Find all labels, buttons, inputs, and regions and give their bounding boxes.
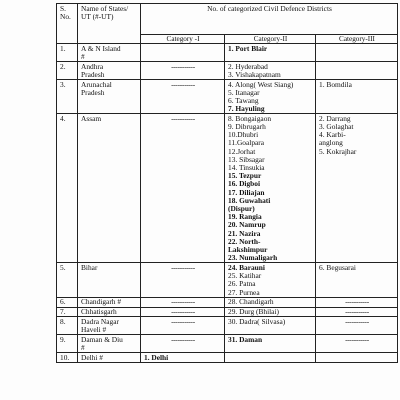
cell-category-2 [225, 297, 316, 307]
cell-category-3 [316, 80, 398, 114]
district-entry: 19. Rangia [228, 212, 262, 222]
state-name-line: Chandigarh # [81, 297, 122, 307]
empty-dash: ----------- [171, 307, 195, 316]
district-entry: 1. Delhi [144, 352, 169, 362]
header-category-2: Category-II [225, 34, 316, 44]
empty-dash: ----------- [345, 307, 369, 316]
district-entry: anglong [319, 138, 343, 148]
state-name-line: Assam [81, 113, 102, 123]
state-name-line: Chhatisgarh [81, 307, 117, 316]
district-entry: (Dispur) [228, 204, 255, 214]
cell-category-2 [225, 62, 316, 80]
empty-dash: ----------- [171, 334, 195, 344]
cell-category-1 [141, 114, 225, 263]
state-name-line: Haveli # [81, 324, 107, 334]
cell-category-3 [316, 307, 398, 317]
district-entry: 2. Darrang [319, 113, 351, 123]
state-name-line: Delhi # [81, 352, 103, 362]
cell-state [78, 353, 141, 363]
table-row [57, 44, 398, 62]
cell-state [78, 44, 141, 62]
district-entry: 4. Along( West Siang) [228, 79, 294, 89]
district-entry: 3. Golaghat [319, 122, 354, 132]
cell-category-3 [316, 317, 398, 335]
cell-state [78, 297, 141, 307]
empty-dash: ----------- [171, 297, 195, 307]
header-state: Name of States/ UT (#-UT) [78, 4, 141, 44]
header-category-1: Category -I [141, 34, 225, 44]
table-body [57, 44, 398, 363]
header-sno: S. No. [57, 4, 78, 44]
empty-dash: ----------- [171, 61, 195, 71]
cell-sno: 3. [57, 80, 78, 114]
header-categorized-districts: No. of categorized Civil Defence Districts [141, 4, 398, 35]
district-entry: 25. Katihar [228, 271, 262, 281]
cell-category-1 [141, 44, 225, 62]
district-entry: 2. Hyderabad [228, 61, 268, 71]
state-name-line: Bihar [81, 262, 98, 272]
empty-dash: ----------- [171, 262, 195, 272]
cell-state [78, 62, 141, 80]
state-name-line: Daman & Diu [81, 334, 123, 344]
table-row [57, 297, 398, 307]
cell-category-3 [316, 263, 398, 297]
district-entry: 17. Diliajan [228, 187, 265, 197]
district-entry: 10.Dhubri [228, 130, 259, 140]
district-entry: 3. Vishakapatnam [228, 69, 281, 79]
state-name-line: Dadra Nagar [81, 316, 119, 326]
cell-category-3 [316, 114, 398, 263]
cell-category-2 [225, 263, 316, 297]
district-entry: 22. North- [228, 236, 261, 246]
district-entry: 16. Digboi [228, 179, 261, 189]
district-entry: 27. Purnea [228, 287, 260, 297]
table-row [57, 307, 398, 317]
cell-category-3 [316, 353, 398, 363]
district-entry: 1. Port Blair [228, 43, 268, 53]
table-row [57, 80, 398, 114]
empty-dash: ----------- [345, 334, 369, 344]
cell-category-1 [141, 353, 225, 363]
cell-category-1 [141, 297, 225, 307]
cell-category-3 [316, 62, 398, 80]
district-entry: 18. Guwahati [228, 195, 271, 205]
header-category-3: Category-III [316, 34, 398, 44]
district-entry: 11.Goalpara [228, 138, 265, 148]
district-entry: Lakshimpur [228, 245, 268, 255]
district-entry: 26. Patna [228, 279, 256, 289]
cell-category-1 [141, 263, 225, 297]
cell-category-3 [316, 297, 398, 307]
district-entry: 5. Kokrajhar [319, 146, 357, 156]
table-row [57, 62, 398, 80]
district-entry: 4. Karbi- [319, 130, 346, 140]
cell-sno: 6. [57, 297, 78, 307]
district-entry: 21. Nazira [228, 228, 261, 238]
state-name-line: # [81, 342, 85, 352]
district-entry: 5. Itanagar [228, 87, 260, 97]
district-entry: 7. Hayuling [228, 104, 265, 114]
district-entry: 29. Durg (Bhilai) [228, 307, 279, 316]
district-entry: 6. Tawang [228, 95, 259, 105]
state-name-line: Pradesh [81, 87, 105, 97]
district-entry: 20. Namrup [228, 220, 266, 230]
district-entry: 12.Jorhat [228, 146, 256, 156]
cell-category-1 [141, 307, 225, 317]
district-entry: 8. Bongaigaon [228, 113, 272, 123]
district-entry: 28. Chandigarh [228, 297, 274, 307]
cell-state [78, 307, 141, 317]
table-header-row [57, 4, 398, 35]
state-name-line: Arunachal [81, 79, 112, 89]
state-name-line: # [81, 51, 85, 61]
cell-sno: 9. [57, 335, 78, 353]
cell-category-3 [316, 335, 398, 353]
cell-state [78, 80, 141, 114]
cell-sno: 4. [57, 114, 78, 263]
cell-sno: 5. [57, 263, 78, 297]
table-row [57, 263, 398, 297]
cell-sno: 7. [57, 307, 78, 317]
cell-state [78, 263, 141, 297]
state-name-line: A & N Island [81, 43, 121, 53]
cell-category-1 [141, 335, 225, 353]
state-name-line: Pradesh [81, 69, 105, 79]
cell-category-2 [225, 317, 316, 335]
empty-dash: ----------- [345, 316, 369, 326]
district-entry: 24. Barauni [228, 262, 265, 272]
cell-state [78, 335, 141, 353]
district-entry: 23. Numaligarh [228, 253, 278, 263]
district-entry: 6. Begusarai [319, 262, 356, 272]
district-entry: 30. Dadra( Silvasa) [228, 316, 286, 326]
district-entry: 14. Tinsukia [228, 163, 265, 173]
cell-category-2 [225, 335, 316, 353]
cell-state [78, 114, 141, 263]
cell-category-3 [316, 44, 398, 62]
cell-category-2 [225, 114, 316, 263]
district-entry: 15. Tezpur [228, 171, 262, 181]
cell-category-1 [141, 317, 225, 335]
empty-dash: ----------- [171, 113, 195, 123]
cell-sno: 2. [57, 62, 78, 80]
cell-category-1 [141, 80, 225, 114]
cell-sno: 10. [57, 353, 78, 363]
cell-category-2 [225, 307, 316, 317]
district-entry: 9. Dibrugarh [228, 122, 266, 132]
district-entry: 13. Sibsagar [228, 154, 265, 164]
cell-category-1 [141, 62, 225, 80]
empty-dash: ----------- [345, 297, 369, 307]
cell-category-2 [225, 353, 316, 363]
state-name-line: Andhra [81, 61, 104, 71]
cell-sno: 1. [57, 44, 78, 62]
cell-sno: 8. [57, 317, 78, 335]
table-row [57, 317, 398, 335]
table-row [57, 114, 398, 263]
civil-defence-districts-table [56, 3, 398, 363]
district-entry: 1. Bomdila [319, 79, 352, 89]
cell-category-2 [225, 44, 316, 62]
table-row [57, 353, 398, 363]
district-entry: 31. Daman [228, 334, 263, 344]
empty-dash: ----------- [171, 79, 195, 89]
empty-dash: ----------- [171, 316, 195, 326]
table-row [57, 335, 398, 353]
cell-state [78, 317, 141, 335]
cell-category-2 [225, 80, 316, 114]
